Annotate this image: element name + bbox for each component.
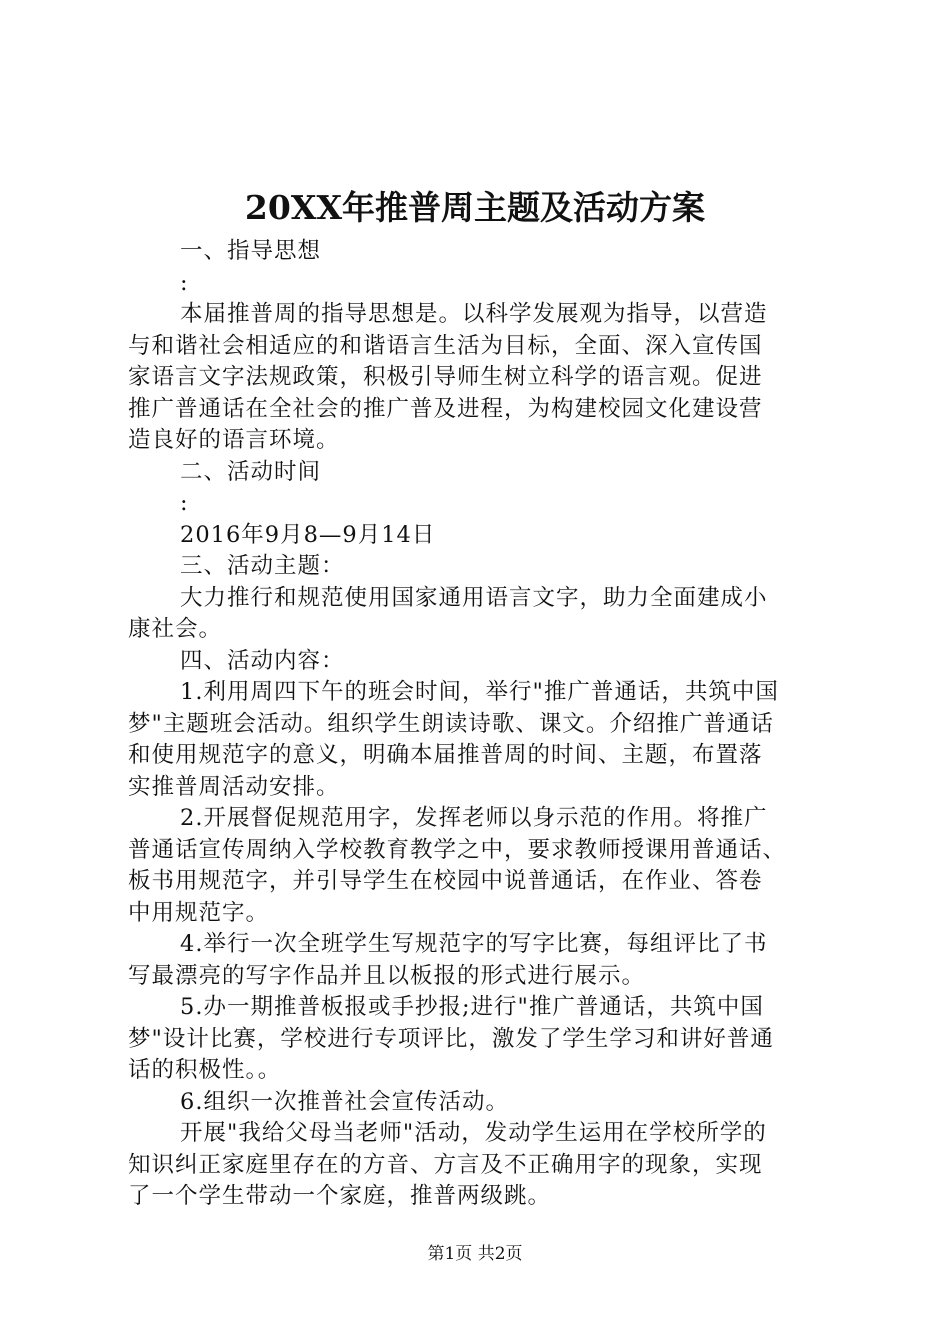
body-line: 一、指导思想 xyxy=(180,238,322,264)
body-line: 开展"我给父母当老师"活动，发动学生运用在学校所学的 xyxy=(180,1120,767,1146)
body-line: 写最漂亮的写字作品并且以板报的形式进行展示。 xyxy=(128,962,646,989)
body-line: : xyxy=(180,490,189,516)
document-body xyxy=(128,236,832,1213)
body-line: 与和谐社会相适应的和谐语言生活为目标，全面、深入宣传国 xyxy=(128,332,763,359)
page-footer: 第1页 共2页 xyxy=(427,1244,523,1264)
body-line: 了一个学生带动一个家庭，推普两级跳。 xyxy=(128,1183,552,1209)
body-line: 造良好的语言环境。 xyxy=(128,427,340,453)
body-line: 中用规范字。 xyxy=(128,899,270,926)
body-line: 实推普周活动安排。 xyxy=(128,773,340,800)
body-line: 梦"主题班会活动。组织学生朗读诗歌、课文。介绍推广普通话 xyxy=(128,710,774,737)
body-line: 2.开展督促规范用字，发挥老师以身示范的作用。将推广 xyxy=(180,805,768,831)
body-line: 2016年9月8—9月14日 xyxy=(180,521,436,548)
body-line: 康社会。 xyxy=(128,616,223,642)
body-line: 4.举行一次全班学生写规范字的写字比赛，每组评比了书 xyxy=(180,931,768,957)
body-line: 大力推行和规范使用国家通用语言文字，助力全面建成小 xyxy=(180,584,768,611)
document-title: 20XX年推普周主题及活动方案 xyxy=(244,188,706,227)
body-line: 6.组织一次推普社会宣传活动。 xyxy=(180,1088,509,1115)
body-line: 三、活动主题： xyxy=(180,553,345,579)
body-line: 二、活动时间 xyxy=(180,458,322,485)
body-line: 知识纠正家庭里存在的方音、方言及不正确用字的现象，实现 xyxy=(128,1151,763,1178)
body-line: 板书用规范字，并引导学生在校园中说普通话，在作业、答卷 xyxy=(128,868,763,894)
body-line: 和使用规范字的意义，明确本届推普周的时间、主题，布置落 xyxy=(128,742,763,768)
body-line: 普通话宣传周纳入学校教育教学之中，要求教师授课用普通话、 xyxy=(128,836,787,863)
body-line: 家语言文字法规政策，积极引导师生树立科学的语言观。促进 xyxy=(128,364,763,390)
body-line: 1.利用周四下午的班会时间，举行"推广普通话，共筑中国 xyxy=(180,679,779,705)
body-line: 梦"设计比赛，学校进行专项评比，激发了学生学习和讲好普通 xyxy=(128,1025,774,1052)
body-line: 本届推普周的指导思想是。以科学发展观为指导，以营造 xyxy=(180,301,768,327)
body-line: 话的积极性。。 xyxy=(128,1057,282,1083)
body-line: : xyxy=(180,269,189,296)
body-line: 推广普通话在全社会的推广普及进程，为构建校园文化建设营 xyxy=(128,395,763,422)
body-line: 5.办一期推普板报或手抄报;进行"推广普通话，共筑中国 xyxy=(180,994,764,1020)
body-line: 四、活动内容： xyxy=(180,647,345,674)
